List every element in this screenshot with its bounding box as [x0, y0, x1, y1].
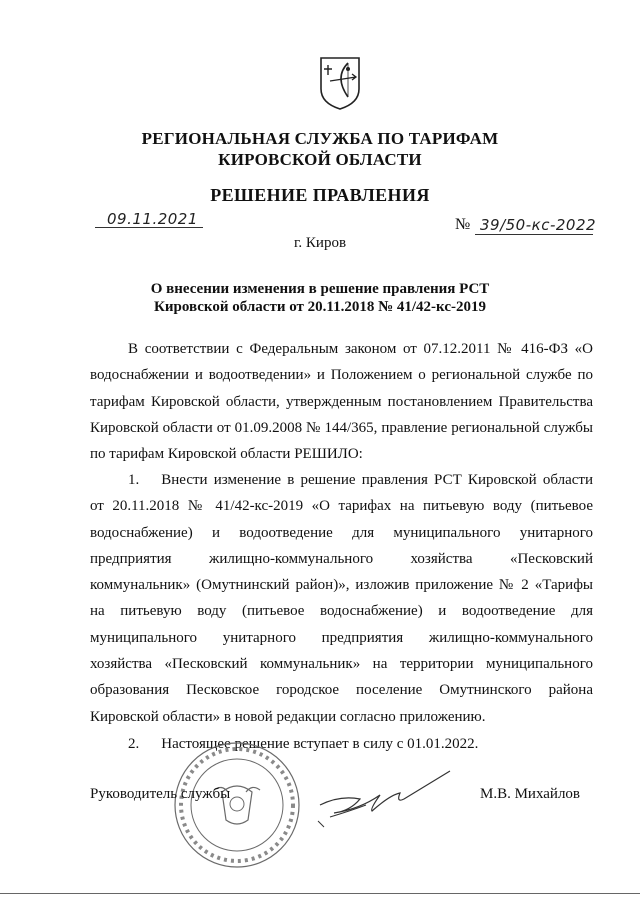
- item-1-number: 1.: [128, 472, 140, 488]
- subject-line2: Кировской области от 20.11.2018 № 41/42-кс-2019: [154, 299, 486, 315]
- coat-of-arms-icon: [318, 55, 362, 111]
- subject-line1: О внесении изменения в решение правления РСТ: [150, 281, 490, 297]
- signatory-position: Руководитель службы: [90, 786, 231, 802]
- organization-name-line2: КИРОВСКОЙ ОБЛАСТИ: [218, 150, 422, 169]
- item-2: [90, 731, 593, 757]
- document-title: РЕШЕНИЕ ПРАВЛЕНИЯ: [210, 185, 430, 205]
- item-2-text: Настоящее решение вступает в силу с 01.01.2022.: [161, 736, 479, 752]
- handwritten-signature-icon: [300, 765, 460, 840]
- document-number: 39/50-кс-2022: [480, 216, 597, 234]
- document-date: 09.11.2021: [107, 210, 198, 228]
- city: г. Киров: [293, 235, 347, 251]
- item-2-number: 2.: [128, 736, 140, 752]
- number-sign: №: [455, 216, 471, 233]
- item-1: [90, 467, 593, 730]
- page-bottom-rule: [0, 893, 640, 894]
- item-1-text: Внести изменение в решение правления РСТ Кировской области от 20.11.2018 № 41/42-кс-2019 «О тарифах на питьевую воду (питьевое водоснабжение) и водоотведение для муниципального унитарного предприятия жилищно-коммунального хозяйства «Песковский коммунальник» (Омутнинский район)», изложив приложение № 2 «Тарифы на питьевую воду (питьевое водоснабжение) и водоотведение для муниципального унитарного предприятия жилищно-коммунального хозяйства «Песковский коммунальник» на территории муниципального образования Песковское городское поселение Омутнинского района Кировской области» в новой редакции согласно приложению.: [90, 472, 593, 725]
- official-stamp-icon: [172, 740, 302, 870]
- date-underline: [95, 227, 203, 228]
- preamble-paragraph: В соответствии с Федеральным законом от 07.12.2011 № 416-ФЗ «О водоснабжении и водоотведении» и Положением о региональной службе по тарифам Кировской области, утвержденным постановлением Правительства Кировской области от 01.09.2008 № 144/365, правление региональной службы по тарифам Кировской области РЕШИЛО:: [90, 341, 593, 463]
- signatory-name: М.В. Михайлов: [480, 786, 581, 802]
- organization-name-line1: РЕГИОНАЛЬНАЯ СЛУЖБА ПО ТАРИФАМ: [141, 129, 499, 148]
